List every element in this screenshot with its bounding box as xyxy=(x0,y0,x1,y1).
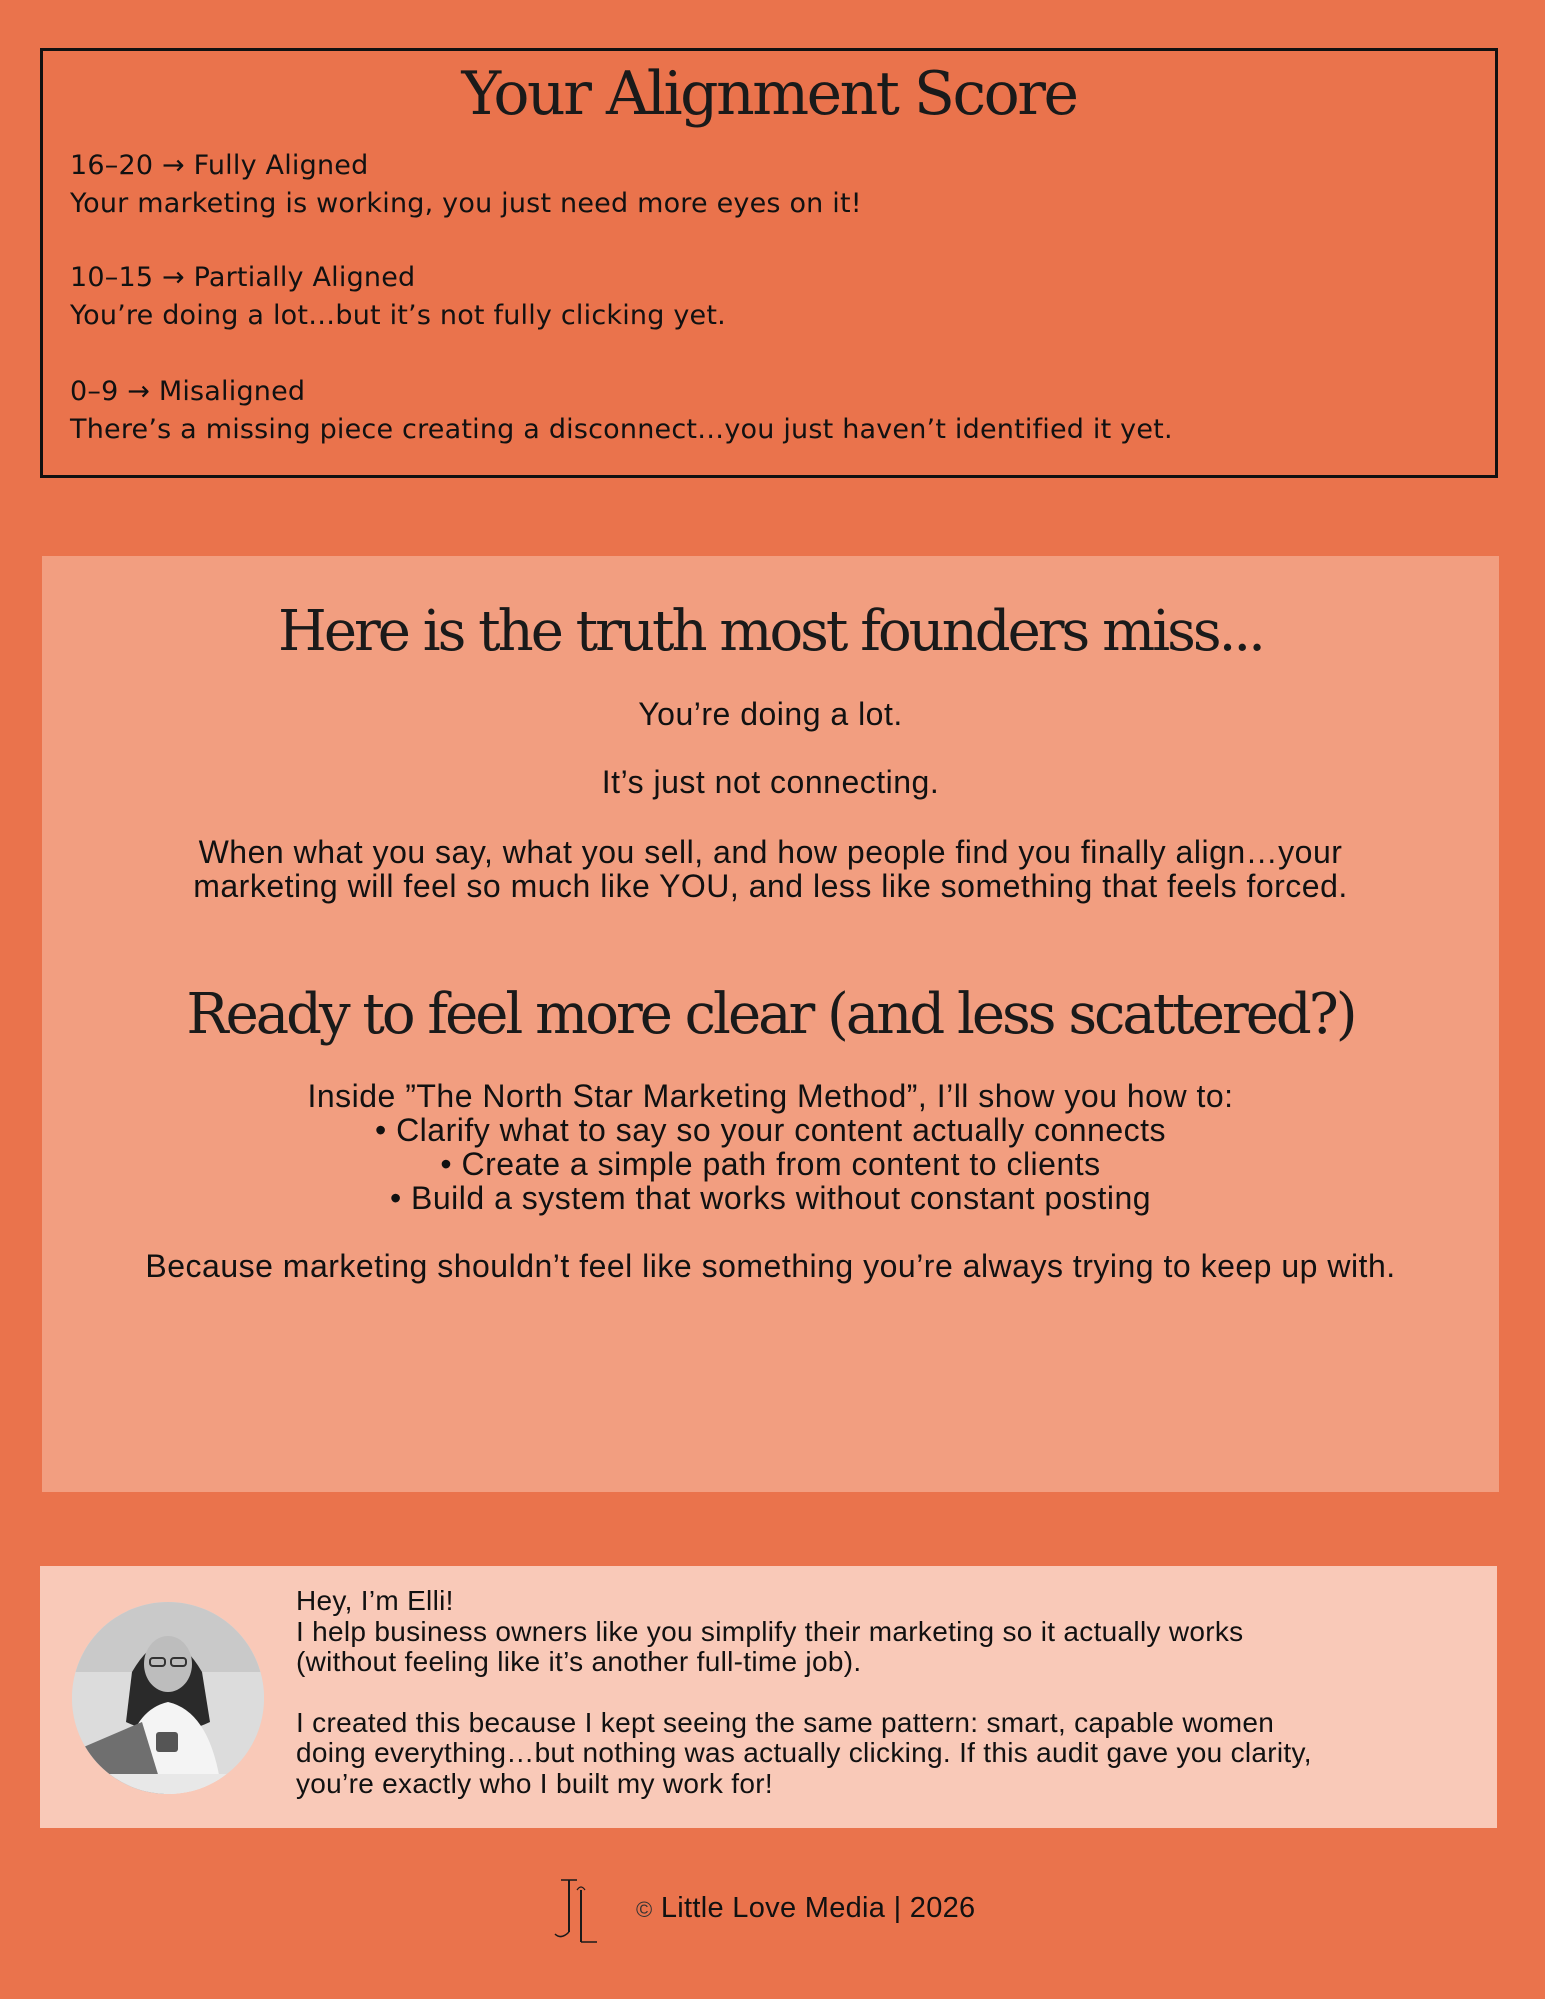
method-intro: Inside ”The North Star Marketing Method”, I’ll show you how to: xyxy=(307,1078,1234,1114)
method-list xyxy=(42,1079,1499,1215)
about-text xyxy=(296,1586,1476,1799)
about-line: you’re exactly who I built my work for! xyxy=(296,1767,773,1799)
method-bullet: • Clarify what to say so your content actually connects xyxy=(374,1112,1167,1148)
tier-description: You’re doing a lot…but it’s not fully clicking yet. xyxy=(70,300,726,331)
founder-portrait-icon xyxy=(72,1602,264,1794)
truth-paragraph-line: marketing will feel so much like YOU, and less like something that feels forced. xyxy=(193,868,1348,904)
tier-description: Your marketing is working, you just need more eyes on it! xyxy=(70,188,862,219)
tier-range: 0–9 → Misaligned xyxy=(70,376,306,407)
monogram-ll-logo-icon xyxy=(551,1876,601,1946)
copyright-symbol: © xyxy=(636,1897,653,1922)
score-tier-misaligned xyxy=(70,373,1475,449)
truth-panel xyxy=(42,556,1499,1492)
truth-line-doing-a-lot: You’re doing a lot. xyxy=(638,696,903,732)
tier-description: There’s a missing piece creating a disconnect…you just haven’t identified it yet. xyxy=(70,414,1173,445)
about-line: I help business owners like you simplify their marketing so it actually works xyxy=(296,1615,1244,1647)
closing-statement: Because marketing shouldn’t feel like something you’re always trying to keep up with. xyxy=(145,1248,1396,1284)
about-line: (without feeling like it’s another full-time job). xyxy=(296,1646,862,1677)
method-bullet: • Build a system that works without constant posting xyxy=(389,1180,1152,1216)
method-bullet: • Create a simple path from content to clients xyxy=(440,1146,1101,1182)
footer xyxy=(0,1876,1545,1946)
about-panel xyxy=(40,1566,1497,1828)
truth-line-not-connecting: It’s just not connecting. xyxy=(601,764,940,800)
truth-paragraph-align xyxy=(42,835,1499,903)
about-greeting: Hey, I’m Elli! xyxy=(296,1585,454,1616)
truth-paragraph-line: When what you say, what you sell, and how people find you finally align…your xyxy=(198,834,1343,870)
ready-heading: Ready to feel more clear (and less scattered?) xyxy=(186,982,1355,1047)
about-line: doing everything…but nothing was actually clicking. If this audit gave you clarity, xyxy=(296,1737,1312,1768)
footer-copyright xyxy=(636,1892,975,1925)
about-line: I created this because I kept seeing the same pattern: smart, capable women xyxy=(296,1706,1275,1738)
tier-range: 16–20 → Fully Aligned xyxy=(70,150,369,181)
paragraph-gap xyxy=(296,1678,1476,1708)
footer-brand: Little Love Media | 2026 xyxy=(660,1892,976,1924)
score-tier-partially-aligned xyxy=(70,259,1475,335)
score-title: Your Alignment Score xyxy=(461,59,1077,129)
founder-portrait-avatar xyxy=(72,1602,264,1794)
alignment-score-box xyxy=(40,48,1498,478)
score-tier-fully-aligned xyxy=(70,147,1475,223)
truth-heading: Here is the truth most founders miss... xyxy=(278,599,1263,664)
tier-range: 10–15 → Partially Aligned xyxy=(70,262,416,293)
